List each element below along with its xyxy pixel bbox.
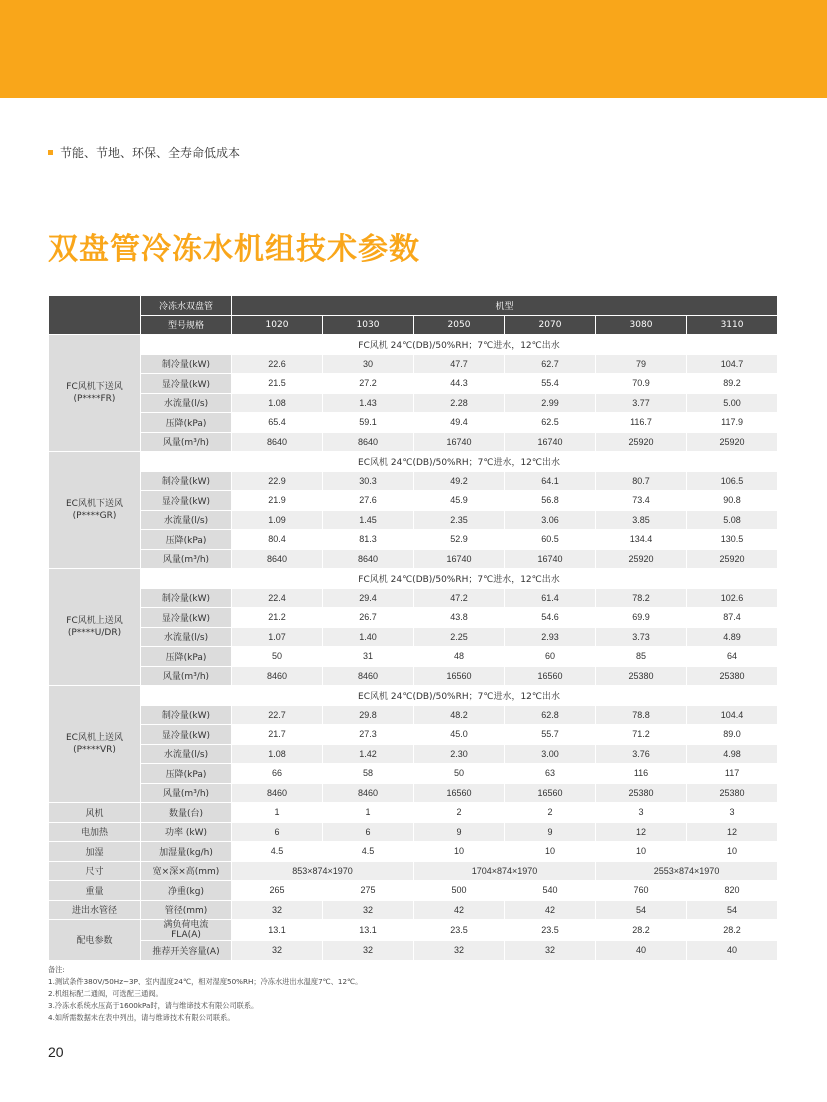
value-cell: 2.99 [505,393,596,413]
header-model-3110: 3110 [687,315,778,335]
value-cell: 10 [687,842,778,862]
header-model-1030: 1030 [323,315,414,335]
value-cell: 106.5 [687,471,778,491]
row-label: 功率 (kW) [141,822,232,842]
value-cell: 40 [687,941,778,961]
row-category: 电加热 [49,822,141,842]
value-cell: 8640 [323,432,414,452]
row-label-fla: 满负荷电流 FLA(A) [141,920,232,941]
value-cell: 30.3 [323,471,414,491]
group-name: FC风机上送风 [66,616,123,626]
value-cell: 54.6 [505,608,596,628]
table-row [49,783,778,803]
value-cell: 32 [505,941,596,961]
value-cell: 54 [687,900,778,920]
row-label: 显冷量(kW) [141,608,232,628]
value-cell: 44.3 [414,374,505,394]
value-cell: 28.2 [596,920,687,941]
value-cell: 2553×874×1970 [596,861,778,881]
table-row [49,744,778,764]
value-cell: 13.1 [323,920,414,941]
table-row [49,491,778,511]
table-row [49,432,778,452]
tagline [48,144,240,161]
value-cell: 25920 [596,549,687,569]
value-cell: 1.09 [232,510,323,530]
note-line: 2.机组标配二通阀，可选配三通阀。 [48,989,163,998]
table-row [49,315,778,335]
table-row [49,296,778,316]
value-cell: 16560 [505,783,596,803]
table-row [49,803,778,823]
value-cell: 87.4 [687,608,778,628]
group-code: (P****GR) [72,511,117,521]
row-label: 压降(kPa) [141,647,232,667]
value-cell: 8460 [323,666,414,686]
value-cell: 66 [232,764,323,784]
value-cell: 2.25 [414,627,505,647]
value-cell: 29.8 [323,705,414,725]
value-cell: 1.07 [232,627,323,647]
value-cell: 32 [232,900,323,920]
value-cell: 62.7 [505,354,596,374]
value-cell: 56.8 [505,491,596,511]
header-model-3080: 3080 [596,315,687,335]
value-cell: 89.2 [687,374,778,394]
table-row [49,881,778,901]
value-cell: 48 [414,647,505,667]
table-row [49,510,778,530]
table-row [49,452,778,472]
value-cell: 3.73 [596,627,687,647]
value-cell: 23.5 [414,920,505,941]
row-label: 水流量(l/s) [141,510,232,530]
row-label: 加湿量(kg/h) [141,842,232,862]
value-cell: 25920 [596,432,687,452]
value-cell: 8460 [232,666,323,686]
value-cell: 22.7 [232,705,323,725]
value-cell: 25380 [596,666,687,686]
value-cell: 16560 [414,666,505,686]
value-cell: 6 [323,822,414,842]
row-label: 压降(kPa) [141,764,232,784]
row-label: 净重(kg) [141,881,232,901]
value-cell: 62.8 [505,705,596,725]
row-label: 制冷量(kW) [141,471,232,491]
table-row [49,705,778,725]
value-cell: 10 [414,842,505,862]
value-cell: 22.4 [232,588,323,608]
table-row [49,549,778,569]
row-label: 显冷量(kW) [141,491,232,511]
value-cell: 3.77 [596,393,687,413]
value-cell: 10 [596,842,687,862]
header-model-2070: 2070 [505,315,596,335]
value-cell: 12 [687,822,778,842]
value-cell: 42 [505,900,596,920]
value-cell: 25380 [687,666,778,686]
table-row [49,354,778,374]
header-model-1020: 1020 [232,315,323,335]
row-category: 尺寸 [49,861,141,881]
table-row [49,335,778,355]
row-category: 配电参数 [49,920,141,961]
value-cell: 8460 [323,783,414,803]
value-cell: 16740 [505,549,596,569]
value-cell: 78.8 [596,705,687,725]
value-cell: 60.5 [505,530,596,550]
row-label: 压降(kPa) [141,530,232,550]
group-code: (P****FR) [73,394,116,404]
value-cell: 102.6 [687,588,778,608]
value-cell: 22.6 [232,354,323,374]
value-cell: 820 [687,881,778,901]
value-cell: 64 [687,647,778,667]
value-cell: 117 [687,764,778,784]
value-cell: 58 [323,764,414,784]
value-cell: 27.2 [323,374,414,394]
table-row [49,941,778,961]
value-cell: 16560 [414,783,505,803]
table-row [49,413,778,433]
value-cell: 49.4 [414,413,505,433]
value-cell: 16740 [505,432,596,452]
group-condition: EC风机 24℃(DB)/50%RH；7℃进水，12℃出水 [141,452,778,472]
table-row [49,471,778,491]
value-cell: 1.40 [323,627,414,647]
value-cell: 1.08 [232,393,323,413]
value-cell: 6 [232,822,323,842]
group-condition: FC风机 24℃(DB)/50%RH；7℃进水，12℃出水 [141,569,778,589]
spec-table [48,295,778,961]
value-cell: 104.7 [687,354,778,374]
value-cell: 32 [232,941,323,961]
table-row [49,861,778,881]
value-cell: 25380 [687,783,778,803]
table-row [49,374,778,394]
table-row [49,725,778,745]
value-cell: 47.7 [414,354,505,374]
row-category: 进出水管径 [49,900,141,920]
row-label: 显冷量(kW) [141,374,232,394]
value-cell: 21.9 [232,491,323,511]
value-cell: 853×874×1970 [232,861,414,881]
value-cell: 3.85 [596,510,687,530]
group-code: (P****U/DR) [67,628,122,638]
value-cell: 265 [232,881,323,901]
value-cell: 42 [414,900,505,920]
value-cell: 16740 [414,432,505,452]
note-line: 4.如所需数据未在表中列出，请与维谛技术有限公司联系。 [48,1013,235,1022]
value-cell: 25920 [687,549,778,569]
value-cell: 4.5 [232,842,323,862]
value-cell: 31 [323,647,414,667]
value-cell: 55.7 [505,725,596,745]
row-label: 管径(mm) [141,900,232,920]
value-cell: 40 [596,941,687,961]
value-cell: 2 [505,803,596,823]
table-row [49,764,778,784]
value-cell: 16560 [505,666,596,686]
value-cell: 21.2 [232,608,323,628]
value-cell: 16740 [414,549,505,569]
value-cell: 80.4 [232,530,323,550]
value-cell: 45.9 [414,491,505,511]
note-line: 1.测试条件380V/50Hz~3P、室内温度24℃，相对湿度50%RH；冷冻水进出水温度7℃、12℃。 [48,977,363,986]
value-cell: 32 [323,900,414,920]
value-cell: 116.7 [596,413,687,433]
page-number: 20 [48,1044,64,1060]
row-category: 风机 [49,803,141,823]
value-cell: 4.89 [687,627,778,647]
value-cell: 62.5 [505,413,596,433]
value-cell: 70.9 [596,374,687,394]
value-cell: 25380 [596,783,687,803]
group-label [49,686,141,803]
value-cell: 90.8 [687,491,778,511]
group-label [49,335,141,452]
value-cell: 2 [414,803,505,823]
row-label: 风量(m³/h) [141,432,232,452]
value-cell: 32 [323,941,414,961]
row-label: 水流量(l/s) [141,393,232,413]
value-cell: 8640 [232,432,323,452]
value-cell: 55.4 [505,374,596,394]
value-cell: 65.4 [232,413,323,433]
row-category: 重量 [49,881,141,901]
group-condition: EC风机 24℃(DB)/50%RH；7℃进水，12℃出水 [141,686,778,706]
value-cell: 64.1 [505,471,596,491]
tagline-text: 节能、节地、环保、全寿命低成本 [60,146,241,160]
row-label: 显冷量(kW) [141,725,232,745]
value-cell: 8640 [232,549,323,569]
value-cell: 116 [596,764,687,784]
row-label-switch: 推荐开关容量(A) [141,941,232,961]
value-cell: 26.7 [323,608,414,628]
row-category: 加湿 [49,842,141,862]
value-cell: 54 [596,900,687,920]
value-cell: 63 [505,764,596,784]
value-cell: 8640 [323,549,414,569]
value-cell: 23.5 [505,920,596,941]
group-name: FC风机下送风 [66,382,123,392]
value-cell: 2.93 [505,627,596,647]
value-cell: 2.28 [414,393,505,413]
header-corner-label: 冷冻水双盘管 [141,296,232,316]
value-cell: 89.0 [687,725,778,745]
value-cell: 1.08 [232,744,323,764]
value-cell: 80.7 [596,471,687,491]
group-name: EC风机上送风 [66,733,123,743]
value-cell: 78.2 [596,588,687,608]
value-cell: 85 [596,647,687,667]
row-label: 风量(m³/h) [141,549,232,569]
note-line: 3.冷冻水系统水压高于1600kPa时，请与维谛技术有限公司联系。 [48,1001,259,1010]
value-cell: 22.9 [232,471,323,491]
table-row [49,588,778,608]
value-cell: 10 [505,842,596,862]
row-label: 水流量(l/s) [141,627,232,647]
header-model-label: 机型 [232,296,778,316]
row-label: 风量(m³/h) [141,666,232,686]
table-row [49,822,778,842]
value-cell: 4.5 [323,842,414,862]
value-cell: 69.9 [596,608,687,628]
row-label: 水流量(l/s) [141,744,232,764]
value-cell: 12 [596,822,687,842]
row-label: 宽×深×高(mm) [141,861,232,881]
notes [48,964,362,1024]
value-cell: 50 [414,764,505,784]
group-name: EC风机下送风 [66,499,123,509]
value-cell: 61.4 [505,588,596,608]
header-blank [49,296,141,335]
value-cell: 8460 [232,783,323,803]
row-label: 压降(kPa) [141,413,232,433]
value-cell: 2.35 [414,510,505,530]
value-cell: 29.4 [323,588,414,608]
value-cell: 3.00 [505,744,596,764]
row-label: 制冷量(kW) [141,354,232,374]
value-cell: 1 [323,803,414,823]
note-line: 备注: [48,965,65,974]
value-cell: 32 [414,941,505,961]
page-title: 双盘管冷冻水机组技术参数 [48,232,420,267]
value-cell: 540 [505,881,596,901]
value-cell: 28.2 [687,920,778,941]
value-cell: 47.2 [414,588,505,608]
value-cell: 9 [414,822,505,842]
value-cell: 48.2 [414,705,505,725]
value-cell: 104.4 [687,705,778,725]
table-row [49,842,778,862]
row-label: 风量(m³/h) [141,783,232,803]
group-label [49,569,141,686]
value-cell: 4.98 [687,744,778,764]
value-cell: 3 [687,803,778,823]
value-cell: 134.4 [596,530,687,550]
value-cell: 2.30 [414,744,505,764]
value-cell: 275 [323,881,414,901]
value-cell: 79 [596,354,687,374]
value-cell: 45.0 [414,725,505,745]
value-cell: 1.43 [323,393,414,413]
value-cell: 5.08 [687,510,778,530]
value-cell: 13.1 [232,920,323,941]
value-cell: 25920 [687,432,778,452]
bullet-square-icon [48,150,53,155]
value-cell: 1 [232,803,323,823]
value-cell: 1.42 [323,744,414,764]
value-cell: 21.7 [232,725,323,745]
value-cell: 81.3 [323,530,414,550]
value-cell: 50 [232,647,323,667]
value-cell: 500 [414,881,505,901]
group-label [49,452,141,569]
row-label: 制冷量(kW) [141,588,232,608]
value-cell: 1.45 [323,510,414,530]
value-cell: 9 [505,822,596,842]
group-code: (P****VR) [73,745,116,755]
group-condition: FC风机 24℃(DB)/50%RH；7℃进水，12℃出水 [141,335,778,355]
value-cell: 59.1 [323,413,414,433]
value-cell: 760 [596,881,687,901]
row-label: 制冷量(kW) [141,705,232,725]
header-spec-label: 型号规格 [141,315,232,335]
table-row [49,608,778,628]
header-band [0,0,827,98]
value-cell: 1704×874×1970 [414,861,596,881]
value-cell: 3.76 [596,744,687,764]
table-row [49,686,778,706]
value-cell: 49.2 [414,471,505,491]
row-label: 数量(台) [141,803,232,823]
value-cell: 5.00 [687,393,778,413]
value-cell: 43.8 [414,608,505,628]
table-row [49,627,778,647]
value-cell: 52.9 [414,530,505,550]
value-cell: 60 [505,647,596,667]
value-cell: 27.3 [323,725,414,745]
table-row [49,900,778,920]
value-cell: 73.4 [596,491,687,511]
table-row [49,569,778,589]
table-row [49,666,778,686]
table-row [49,920,778,941]
value-cell: 3 [596,803,687,823]
value-cell: 30 [323,354,414,374]
table-row [49,530,778,550]
value-cell: 117.9 [687,413,778,433]
value-cell: 71.2 [596,725,687,745]
value-cell: 130.5 [687,530,778,550]
value-cell: 3.06 [505,510,596,530]
table-row [49,393,778,413]
value-cell: 27.6 [323,491,414,511]
value-cell: 21.5 [232,374,323,394]
header-model-2050: 2050 [414,315,505,335]
table-row [49,647,778,667]
